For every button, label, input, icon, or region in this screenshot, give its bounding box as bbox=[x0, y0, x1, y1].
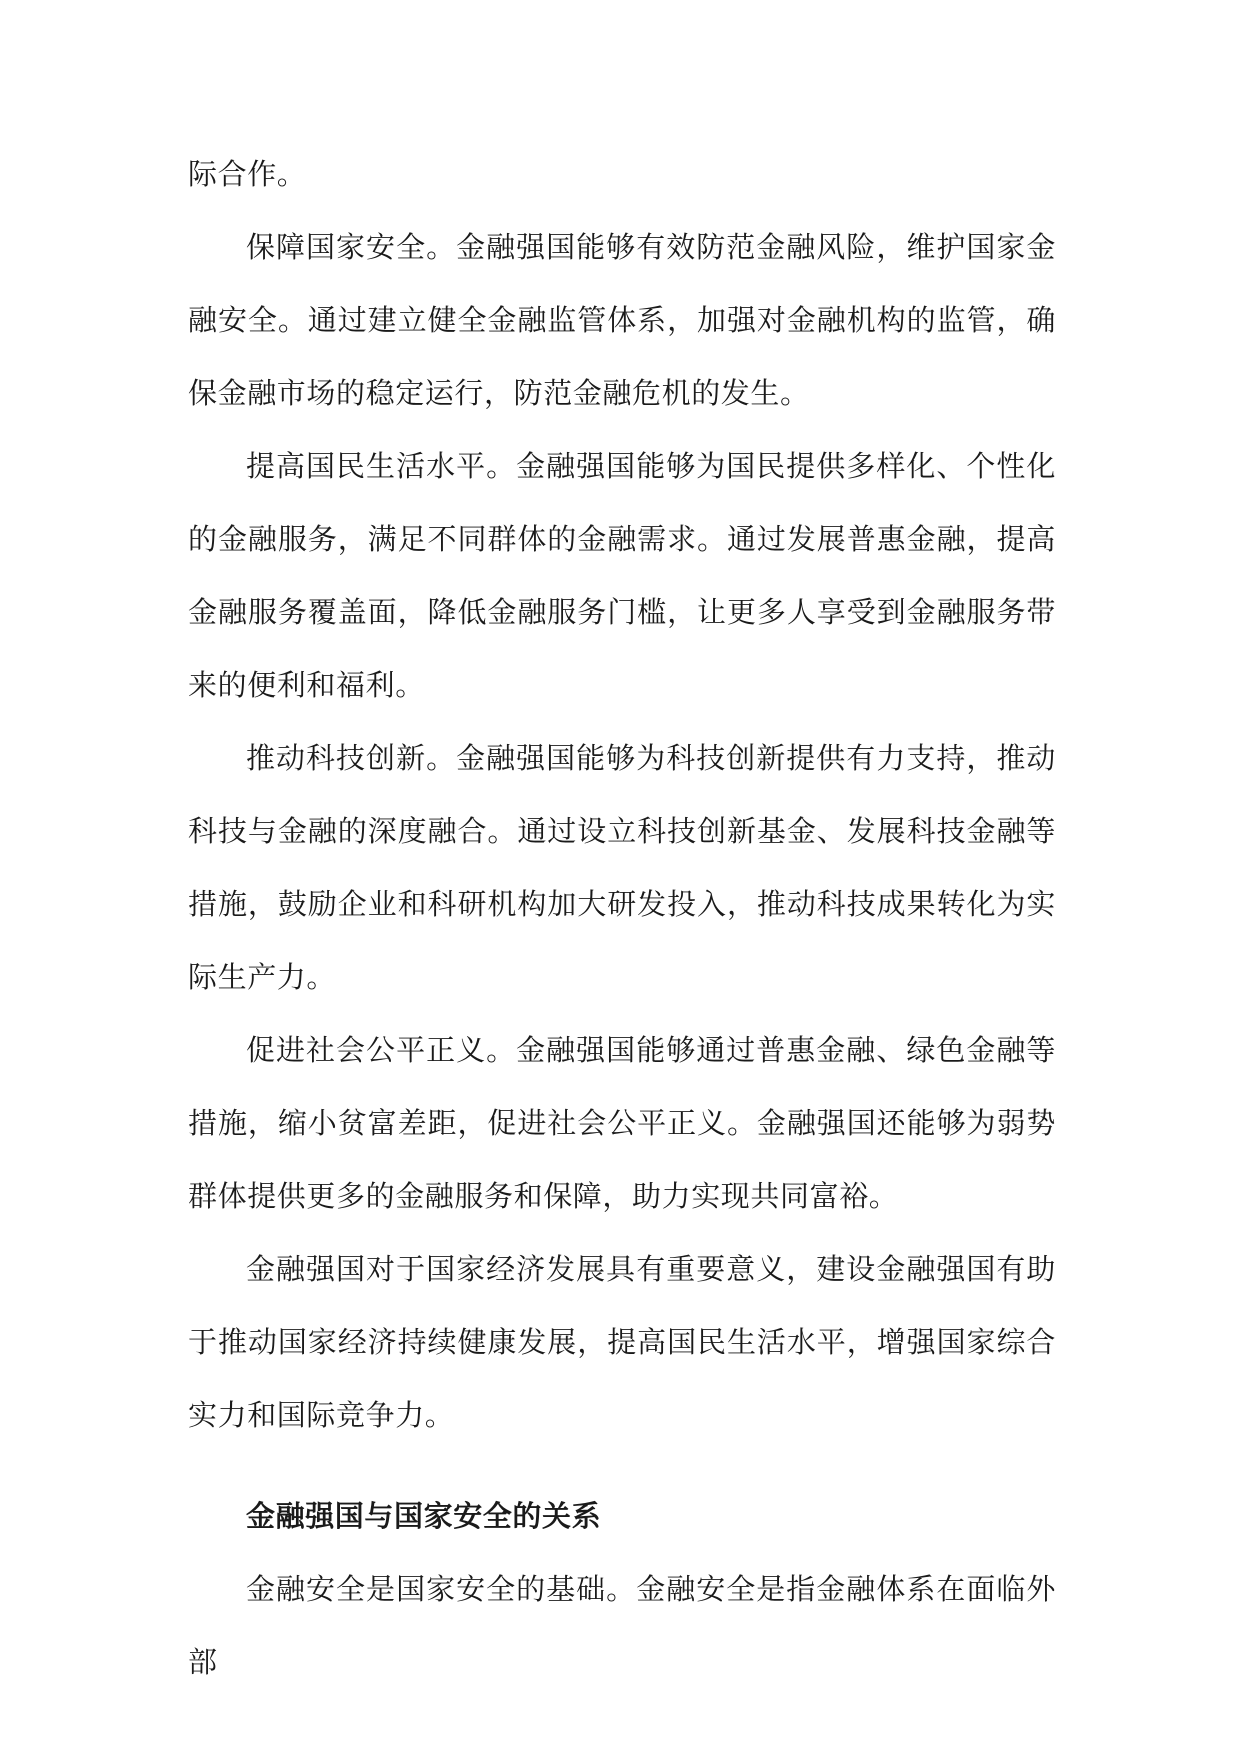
section-heading: 金融强国与国家安全的关系 bbox=[246, 1499, 602, 1533]
paragraph-tech-innovation: 推动科技创新。金融强国能够为科技创新提供有力支持，推动科技与金融的深度融合。通过设立科技创新基金、发展科技金融等措施，鼓励企业和科研机构加大研发投入，推动科技成果转化为实际生产力。 bbox=[188, 741, 1056, 994]
paragraph-social-fairness: 促进社会公平正义。金融强国能够通过普惠金融、绿色金融等措施，缩小贫富差距，促进社会公平正义。金融强国还能够为弱势群体提供更多的金融服务和保障，助力实现共同富裕。 bbox=[188, 1033, 1056, 1213]
paragraph-continuation: 际合作。 bbox=[188, 157, 307, 191]
paragraph-summary: 金融强国对于国家经济发展具有重要意义，建设金融强国有助于推动国家经济持续健康发展，提高国民生活水平，增强国家综合实力和国际竞争力。 bbox=[188, 1252, 1056, 1432]
paragraph-financial-security: 金融安全是国家安全的基础。金融安全是指金融体系在面临外部 bbox=[188, 1572, 1056, 1679]
paragraph-living-standard: 提高国民生活水平。金融强国能够为国民提供多样化、个性化的金融服务，满足不同群体的金融需求。通过发展普惠金融，提高金融服务覆盖面，降低金融服务门槛，让更多人享受到金融服务带来的便利和福利。 bbox=[188, 449, 1056, 702]
document-page bbox=[188, 138, 1056, 1699]
paragraph-national-security: 保障国家安全。金融强国能够有效防范金融风险，维护国家金融安全。通过建立健全金融监管体系，加强对金融机构的监管，确保金融市场的稳定运行，防范金融危机的发生。 bbox=[188, 230, 1056, 410]
